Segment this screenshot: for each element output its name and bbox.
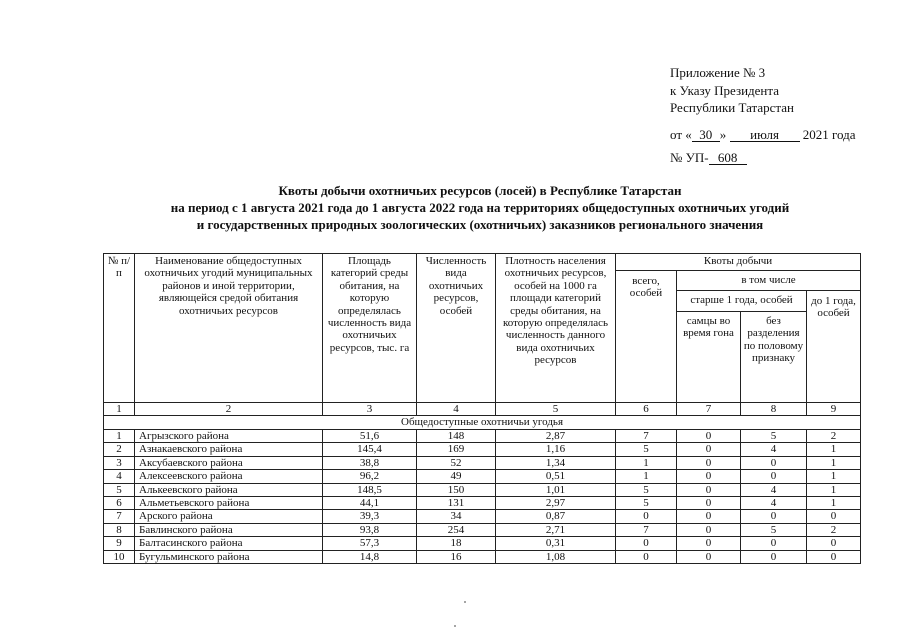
date-prefix: от « — [670, 126, 692, 142]
cell-district-name: Аксубаевского района — [135, 456, 323, 469]
header-total: всего, особей — [616, 271, 677, 403]
header-incl: в том числе — [677, 271, 861, 291]
table-row — [104, 443, 861, 456]
cell-under: 0 — [807, 550, 861, 563]
document-title — [100, 182, 860, 233]
cell-density: 1,16 — [496, 443, 616, 456]
cell-males: 0 — [677, 497, 741, 510]
decree-number — [670, 149, 895, 167]
title-line-2: на период с 1 августа 2021 года до 1 августа 2022 года на территориях общедоступных охотничьих угодий — [170, 200, 790, 215]
cell-nosex: 0 — [741, 510, 807, 523]
column-number: 2 — [135, 403, 323, 416]
cell-total: 5 — [616, 443, 677, 456]
header-area: Площадь категорий среды обитания, на которую определялась численность вида охотничьих ресурсов, тыс. га — [323, 254, 417, 403]
date-year: 2021 года — [802, 126, 856, 142]
cell-num: 4 — [104, 470, 135, 483]
cell-total: 7 — [616, 523, 677, 536]
cell-males: 0 — [677, 430, 741, 443]
cell-density: 0,31 — [496, 537, 616, 550]
cell-count: 49 — [417, 470, 496, 483]
cell-area: 51,6 — [323, 430, 417, 443]
cell-males: 0 — [677, 550, 741, 563]
cell-total: 5 — [616, 497, 677, 510]
number-prefix: № УП- — [670, 150, 709, 165]
cell-count: 148 — [417, 430, 496, 443]
table-row — [104, 550, 861, 563]
header-nosex: без разделения по половому признаку — [741, 312, 807, 403]
cell-nosex: 0 — [741, 470, 807, 483]
appendix-republic: Республики Татарстан — [670, 100, 794, 115]
cell-density: 0,51 — [496, 470, 616, 483]
header-name: Наименование общедоступных охотничьих угодий муниципальных районов и иной территории, являющейся средой обитания охотничьих ресурсов — [135, 254, 323, 403]
cell-count: 131 — [417, 497, 496, 510]
cell-count: 18 — [417, 537, 496, 550]
header-quota: Квоты добычи — [616, 254, 861, 271]
section-row — [104, 416, 861, 430]
column-number: 7 — [677, 403, 741, 416]
cell-area: 38,8 — [323, 456, 417, 469]
title-line-1: Квоты добычи охотничьих ресурсов (лосей) в Республике Татарстан — [278, 183, 682, 198]
cell-total: 7 — [616, 430, 677, 443]
cell-district-name: Балтасинского района — [135, 537, 323, 550]
cell-num: 1 — [104, 430, 135, 443]
section-title: Общедоступные охотничьи угодья — [104, 416, 861, 430]
cell-under: 1 — [807, 443, 861, 456]
header-males: самцы во время гона — [677, 312, 741, 403]
cell-males: 0 — [677, 443, 741, 456]
cell-under: 0 — [807, 510, 861, 523]
cell-nosex: 5 — [741, 523, 807, 536]
cell-num: 3 — [104, 456, 135, 469]
cell-count: 52 — [417, 456, 496, 469]
header-under: до 1 года, особей — [807, 291, 861, 403]
column-number: 4 — [417, 403, 496, 416]
decree-date — [670, 126, 895, 144]
cell-district-name: Агрызского района — [135, 430, 323, 443]
table-row — [104, 470, 861, 483]
title-line-3: и государственных природных зоологических (охотничьих) заказников регионального значения — [196, 217, 764, 232]
cell-area: 39,3 — [323, 510, 417, 523]
appendix-title: Приложение № 3 — [670, 65, 766, 80]
number-value: 608 — [709, 151, 747, 165]
cell-males: 0 — [677, 456, 741, 469]
cell-num: 10 — [104, 550, 135, 563]
column-number: 1 — [104, 403, 135, 416]
column-number: 6 — [616, 403, 677, 416]
date-mid: » — [719, 126, 727, 142]
cell-area: 57,3 — [323, 537, 417, 550]
table-row — [104, 483, 861, 496]
cell-under: 2 — [807, 430, 861, 443]
cell-district-name: Алькеевского района — [135, 483, 323, 496]
cell-area: 145,4 — [323, 443, 417, 456]
cell-nosex: 4 — [741, 497, 807, 510]
column-number: 9 — [807, 403, 861, 416]
cell-under: 1 — [807, 497, 861, 510]
cell-district-name: Бавлинского района — [135, 523, 323, 536]
header-count: Численность вида охотничьих ресурсов, особей — [417, 254, 496, 403]
cell-area: 44,1 — [323, 497, 417, 510]
scan-speck — [464, 601, 466, 603]
cell-count: 254 — [417, 523, 496, 536]
cell-density: 1,34 — [496, 456, 616, 469]
date-month: июля — [730, 128, 800, 142]
header-num: № п/п — [104, 254, 135, 403]
cell-num: 9 — [104, 537, 135, 550]
cell-total: 1 — [616, 456, 677, 469]
table-row — [104, 537, 861, 550]
cell-num: 7 — [104, 510, 135, 523]
column-number: 3 — [323, 403, 417, 416]
cell-total: 0 — [616, 510, 677, 523]
cell-district-name: Альметьевского района — [135, 497, 323, 510]
cell-males: 0 — [677, 523, 741, 536]
cell-total: 0 — [616, 550, 677, 563]
appendix-block — [670, 64, 895, 167]
cell-under: 1 — [807, 456, 861, 469]
cell-num: 5 — [104, 483, 135, 496]
cell-density: 2,71 — [496, 523, 616, 536]
cell-males: 0 — [677, 470, 741, 483]
cell-district-name: Арского района — [135, 510, 323, 523]
cell-area: 96,2 — [323, 470, 417, 483]
cell-count: 169 — [417, 443, 496, 456]
cell-under: 2 — [807, 523, 861, 536]
cell-under: 0 — [807, 537, 861, 550]
cell-num: 2 — [104, 443, 135, 456]
cell-under: 1 — [807, 470, 861, 483]
cell-district-name: Азнакаевского района — [135, 443, 323, 456]
cell-area: 148,5 — [323, 483, 417, 496]
cell-nosex: 0 — [741, 456, 807, 469]
quota-table — [103, 253, 861, 564]
cell-nosex: 0 — [741, 550, 807, 563]
cell-total: 1 — [616, 470, 677, 483]
cell-total: 5 — [616, 483, 677, 496]
table-row — [104, 497, 861, 510]
cell-count: 150 — [417, 483, 496, 496]
cell-density: 0,87 — [496, 510, 616, 523]
table-row — [104, 456, 861, 469]
scan-speck — [454, 625, 456, 627]
table-row — [104, 510, 861, 523]
cell-total: 0 — [616, 537, 677, 550]
data-rows — [104, 430, 861, 564]
cell-males: 0 — [677, 537, 741, 550]
header-older: старше 1 года, особей — [677, 291, 807, 312]
cell-nosex: 4 — [741, 483, 807, 496]
cell-count: 34 — [417, 510, 496, 523]
cell-area: 14,8 — [323, 550, 417, 563]
cell-density: 1,08 — [496, 550, 616, 563]
column-number: 8 — [741, 403, 807, 416]
column-number-row — [104, 403, 861, 416]
cell-under: 1 — [807, 483, 861, 496]
cell-district-name: Бугульминского района — [135, 550, 323, 563]
cell-num: 6 — [104, 497, 135, 510]
cell-nosex: 0 — [741, 537, 807, 550]
header-density: Плотность населения охотничьих ресурсов, особей на 1000 га площади категорий среды обитания, на которую определялась численность данного вида охотничьих ресурсов — [496, 254, 616, 403]
cell-num: 8 — [104, 523, 135, 536]
cell-nosex: 5 — [741, 430, 807, 443]
table-row — [104, 523, 861, 536]
cell-nosex: 4 — [741, 443, 807, 456]
cell-district-name: Алексеевского района — [135, 470, 323, 483]
table-row — [104, 430, 861, 443]
cell-count: 16 — [417, 550, 496, 563]
column-number: 5 — [496, 403, 616, 416]
cell-density: 2,97 — [496, 497, 616, 510]
cell-males: 0 — [677, 510, 741, 523]
cell-density: 1,01 — [496, 483, 616, 496]
date-day: 30 — [692, 128, 720, 142]
cell-density: 2,87 — [496, 430, 616, 443]
cell-area: 93,8 — [323, 523, 417, 536]
appendix-to-decree: к Указу Президента — [670, 82, 779, 98]
cell-males: 0 — [677, 483, 741, 496]
